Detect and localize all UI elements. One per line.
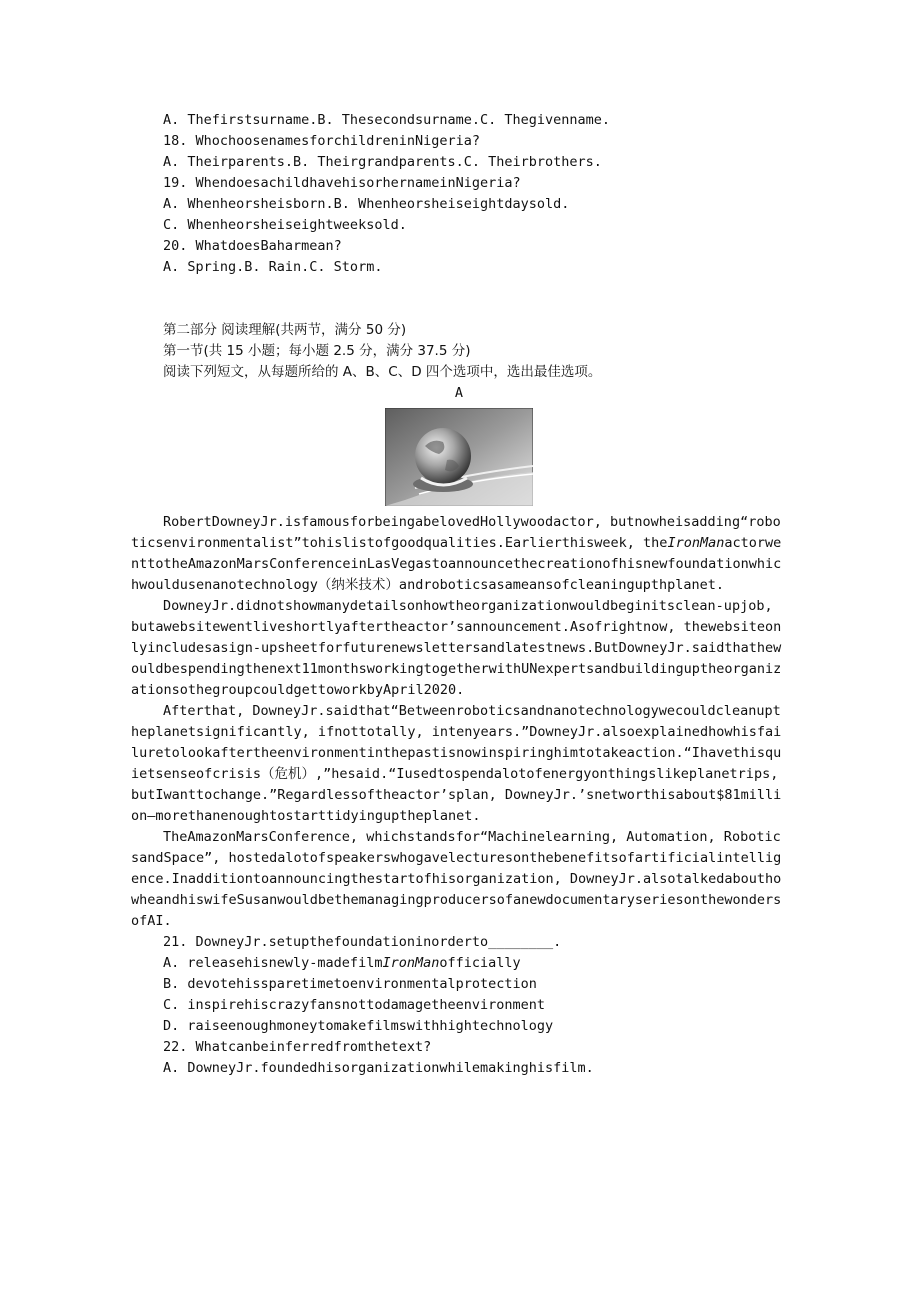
question-19: 19. WhendoesachildhavehisorhernameinNigeria? bbox=[163, 175, 521, 191]
option-line: A. Whenheorsheisborn.B. Whenheorsheiseightdaysold. bbox=[163, 196, 570, 212]
option-b: B. devotehissparetimetoenvironmentalprotection bbox=[163, 976, 537, 992]
option-c: C. inspirehiscrazyfansnottodamagetheenvironment bbox=[163, 997, 546, 1013]
option-line: A. Thefirstsurname.B. Thesecondsurname.C. Thegivenname. bbox=[163, 112, 611, 128]
instruction: 阅读下列短文，从每题所给的 A、B、C、D 四个选项中，选出最佳选项。 bbox=[163, 364, 602, 380]
passage-label: A bbox=[454, 385, 464, 401]
document-page bbox=[131, 110, 787, 1079]
option-line: C. Whenheorsheiseightweeksold. bbox=[163, 217, 407, 233]
option-d: D. raiseenoughmoneytomakefilmswithhightechnology bbox=[163, 1018, 554, 1034]
film-title: IronMan bbox=[667, 535, 725, 551]
paragraph-4: TheAmazonMarsConference, whichstandsfor“Machinelearning, Automation, RoboticsandSpace”, hostedalotofspeakerswhogavelecturesonthebenefitsofartificialintelligence.Inadditiontoannouncingthestartofhisorganization, DowneyJr.alsotalkedabouthowheandhiswifeSusanwouldbethemanagingproducersofanewdocumentaryseriesonthewondersofAI. bbox=[131, 829, 782, 929]
question-21: 21. DowneyJr.setupthefoundationinorderto________. bbox=[163, 934, 562, 950]
questions bbox=[131, 932, 787, 1079]
option-line: A. Spring.B. Rain.C. Storm. bbox=[163, 259, 383, 275]
previous-questions bbox=[131, 110, 787, 278]
sub-title: 第一节(共 15 小题；每小题 2.5 分，满分 37.5 分) bbox=[163, 343, 471, 359]
paragraph-2: DowneyJr.didnotshowmanydetailsonhowtheorganizationwouldbeginitsclean-upjob, butawebsitewentliveshortlyaftertheactor’sannouncement.Asofrightnow, thewebsiteonlyincludesasign-upsheetforfuturenewslettersandlatestnews.ButDowneyJr.saidthathewouldbespendingthenext11monthsworkingtogetherwithUNexpertsandbuildinguptheorganizationsothegroupcouldgettoworkbyApril2020. bbox=[131, 598, 782, 698]
section-header bbox=[131, 320, 787, 404]
paragraph-3: Afterthat, DowneyJr.saidthat“Betweenroboticsandnanotechnologywecouldcleanuptheplanetsignificantly, ifnottotally, intenyears.”DowneyJr.alsoexplainedhowhisfailuretolookaftertheenvironmentinthepastisnowinspiringhimtotakeaction.“Ihavethisquietsenseofcrisis（危机）,”hesaid.“Iusedtospendalotofenergyonthingslikeplanetrips, butIwanttochange.”Regardlessoftheactor’splan, DowneyJr.’snetworthisabout$81million—morethanenoughtostarttidyinguptheplanet. bbox=[131, 703, 782, 824]
question-22: 22. Whatcanbeinferredfromthetext? bbox=[163, 1039, 432, 1055]
question-18: 18. WhochoosenamesforchildreninNigeria? bbox=[163, 133, 480, 149]
option-line: A. Theirparents.B. Theirgrandparents.C. Theirbrothers. bbox=[163, 154, 602, 170]
option-a: A. releasehisnewly-madefilmIronManofficially bbox=[163, 955, 521, 971]
question-20: 20. WhatdoesBaharmean? bbox=[163, 238, 342, 254]
option-a: A. DowneyJr.foundedhisorganizationwhilemakinghisfilm. bbox=[163, 1060, 594, 1076]
part-title: 第二部分 阅读理解(共两节，满分 50 分) bbox=[163, 322, 407, 338]
passage-a bbox=[131, 512, 787, 932]
paragraph-1: RobertDowneyJr.isfamousforbeingabelovedHollywoodactor, butnowheisadding“roboticsenvironmentalist”tohislistofgoodqualities.Earlierthisweek, theIronManactorwenttotheAmazonMarsConferenceinLasVegastoannouncethecreationofhisnewfoundationwhichwouldusenanotechnology（纳米技术）androboticsasameansofcleaningupthplanet. bbox=[131, 514, 782, 593]
globe-illustration bbox=[131, 408, 787, 506]
globe-image bbox=[385, 408, 533, 506]
